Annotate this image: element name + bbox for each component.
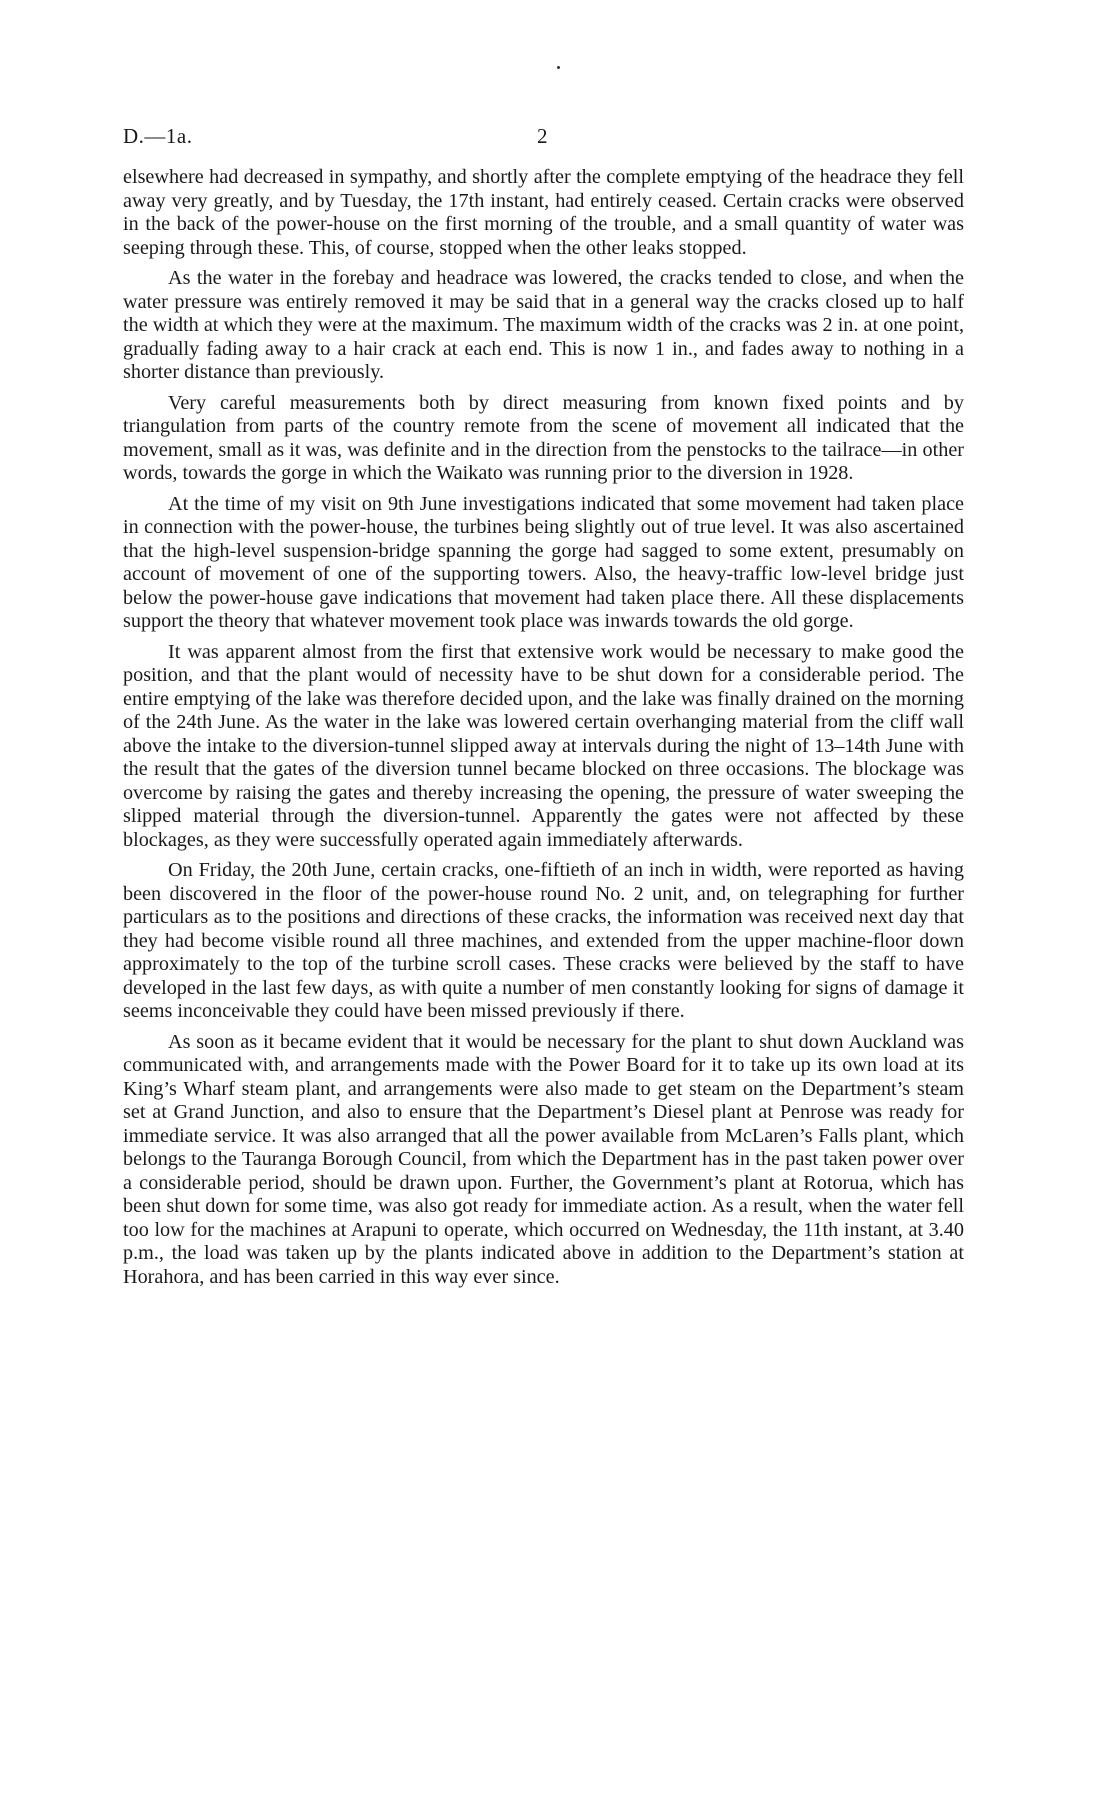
print-speck <box>557 66 560 69</box>
paragraph: As soon as it became evident that it would be necessary for the plant to shut down Auckland was communicated with, and arrangements made with the Power Board for it to take up its own load at its King’s Wharf steam plant, and arrangements were also made to get steam on the Department’s steam set at Grand Junction, and also to ensure that the Department’s Diesel plant at Penrose was ready for immediate service. It was also arranged that all the power available from McLaren’s Falls plant, which belongs to the Tauranga Borough Council, from which the Department has in the past taken power over a considerable period, should be drawn upon. Further, the Government’s plant at Rotorua, which has been shut down for some time, was also got ready for immediate action. As a result, when the water fell too low for the machines at Arapuni to operate, which occurred on Wednesday, the 11th instant, at 3.40 p.m., the load was taken up by the plants indicated above in addition to the Department’s station at Horahora, and has been carried in this way ever since. <box>123 1030 964 1288</box>
page-header <box>123 121 964 151</box>
document-reference: D.—1a. <box>123 124 193 148</box>
paragraph: At the time of my visit on 9th June investigations indicated that some movement had taken place in connection with the power-house, the turbines being slightly out of true level. It was also ascertained that the high-level suspension-bridge spanning the gorge had sagged to some extent, presumably on account of movement of one of the supporting towers. Also, the heavy-traffic low-level bridge just below the power-house gave indications that movement had taken place there. All these displacements support the theory that whatever movement took place was inwards towards the old gorge. <box>123 492 964 632</box>
paragraph: On Friday, the 20th June, certain cracks, one-fiftieth of an inch in width, were reported as having been discovered in the floor of the power-house round No. 2 unit, and, on telegraphing for further particulars as to the positions and directions of these cracks, the information was received next day that they had become visible round all three machines, and extended from the upper machine-floor down approximately to the top of the turbine scroll cases. These cracks were believed by the staff to have developed in the last few days, as with quite a number of men constantly looking for signs of damage it seems inconceivable they could have been missed previously if there. <box>123 859 964 1022</box>
paragraph: As the water in the forebay and headrace was lowered, the cracks tended to close, and when the water pressure was entirely removed it may be said that in a general way the cracks closed up to half the width at which they were at the maximum. The maximum width of the cracks was 2 in. at one point, gradually fading away to a hair crack at each end. This is now 1 in., and fades away to nothing in a shorter distance than previously. <box>123 267 964 383</box>
paragraph: Very careful measurements both by direct measuring from known fixed points and by triangulation from parts of the country remote from the scene of movement all indicated that the movement, small as it was, was definite and in the direction from the penstocks to the tailrace—in other words, towards the gorge in which the Waikato was running prior to the diversion in 1928. <box>123 391 964 484</box>
page-number: 2 <box>537 124 548 148</box>
body-text <box>123 166 964 1296</box>
paragraph: It was apparent almost from the first that extensive work would be necessary to make good the position, and that the plant would of necessity have to be shut down for a considerable period. The entire emptying of the lake was therefore decided upon, and the lake was finally drained on the morning of the 24th June. As the water in the lake was lowered certain overhanging material from the cliff wall above the intake to the diversion-tunnel slipped away at intervals during the night of 13–14th June with the result that the gates of the diversion tunnel became blocked on three occasions. The blockage was overcome by raising the gates and thereby increasing the opening, the pressure of water sweeping the slipped material through the diversion-tunnel. Apparently the gates were not affected by these blockages, as they were successfully operated again immediately afterwards. <box>123 640 964 851</box>
paragraph: elsewhere had decreased in sympathy, and shortly after the complete emptying of the headrace they fell away very greatly, and by Tuesday, the 17th instant, had entirely ceased. Certain cracks were observed in the back of the power-house on the first morning of the trouble, and a small quantity of water was seeping through these. This, of course, stopped when the other leaks stopped. <box>123 166 964 259</box>
